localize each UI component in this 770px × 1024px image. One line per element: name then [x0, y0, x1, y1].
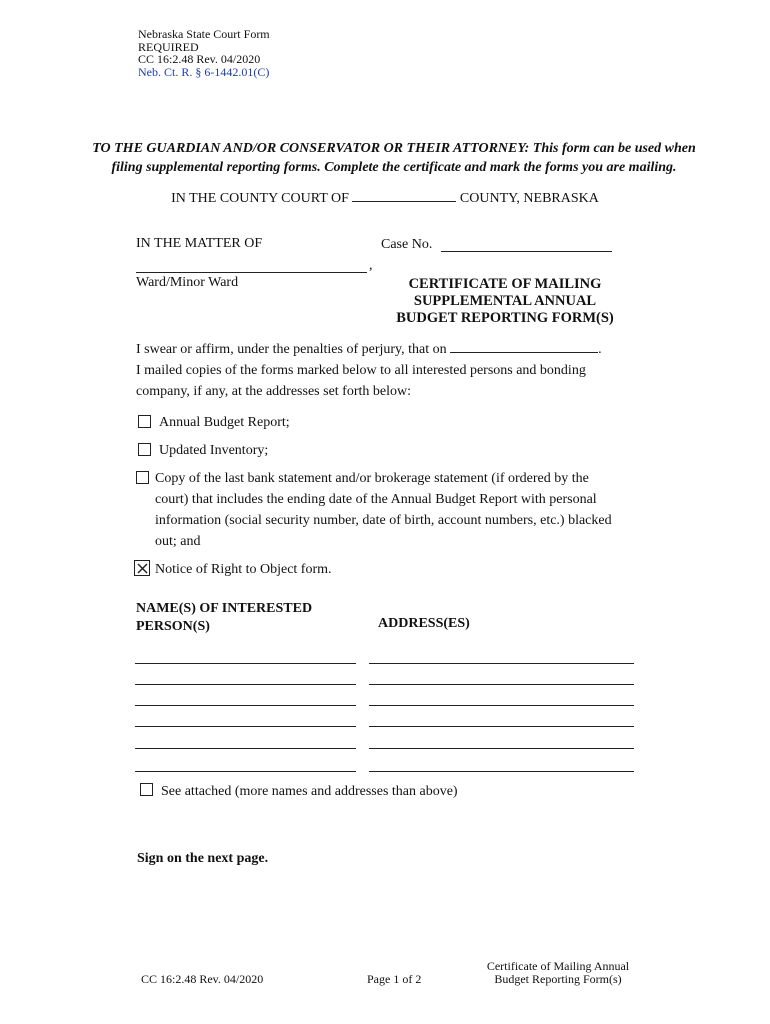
checkmark-x-icon — [137, 563, 148, 574]
form-checkbox[interactable] — [136, 471, 149, 484]
rule-reference: Neb. Ct. R. § 6-1442.01(C) — [138, 64, 270, 79]
names-header-line-1: NAME(S) OF INTERESTED — [136, 601, 313, 616]
statement-period: . — [598, 342, 602, 357]
address-entry-line[interactable] — [369, 684, 634, 685]
form-checkbox-label — [159, 440, 639, 461]
name-entry-line[interactable] — [135, 705, 356, 706]
instruction-line-2: filing supplemental reporting forms. Complete the certificate and mark the forms you are mailing. — [111, 160, 677, 175]
name-entry-line[interactable] — [135, 771, 356, 772]
instruction-line-1: TO THE GUARDIAN AND/OR CONSERVATOR OR THEIR ATTORNEY: This form can be used when — [92, 141, 696, 156]
see-attached-checkbox[interactable] — [140, 783, 153, 796]
statement-line-2: I mailed copies of the forms marked below to all interested persons and bonding — [136, 363, 586, 378]
form-checkbox[interactable] — [138, 415, 151, 428]
title-line-1: CERTIFICATE OF MAILING — [408, 276, 602, 292]
footer-form-number: CC 16:2.48 Rev. 04/2020 — [141, 972, 264, 986]
name-entry-line[interactable] — [135, 726, 356, 727]
name-entry-line[interactable] — [135, 663, 356, 664]
footer-form-title — [474, 960, 642, 986]
checkbox-label-line: Copy of the last bank statement and/or brokerage statement (if ordered by the — [155, 471, 589, 486]
checkbox-label-line: Annual Budget Report; — [159, 415, 290, 430]
title-line-2: SUPPLEMENTAL ANNUAL — [413, 293, 597, 309]
court-prefix: IN THE COUNTY COURT OF — [171, 191, 349, 206]
court-line — [60, 187, 710, 207]
statement-line-1: I swear or affirm, under the penalties of perjury, that on — [136, 342, 447, 357]
footer-page-number: Page 1 of 2 — [367, 972, 422, 986]
title-line-3: BUDGET REPORTING FORM(S) — [396, 310, 614, 326]
form-header — [138, 28, 270, 78]
required-label: REQUIRED — [138, 39, 199, 54]
checkbox-label-line: out; and — [155, 534, 201, 549]
statement — [136, 338, 646, 402]
name-entry-line[interactable] — [135, 748, 356, 749]
footer-title-line-1: Certificate of Mailing Annual — [486, 959, 630, 973]
statement-line-3: company, if any, at the addresses set forth below: — [136, 384, 411, 399]
footer-title-line-2: Budget Reporting Form(s) — [494, 972, 622, 986]
form-number: CC 16:2.48 Rev. 04/2020 — [138, 52, 261, 66]
addresses-column-header: ADDRESS(ES) — [378, 616, 470, 631]
certificate-title — [360, 276, 650, 327]
checkbox-label-line: information (social security number, date of birth, account numbers, etc.) blacked — [155, 513, 612, 528]
sign-note: Sign on the next page. — [137, 851, 269, 866]
names-column-header — [136, 600, 312, 636]
ward-name-field[interactable] — [136, 272, 367, 273]
address-entry-line[interactable] — [369, 705, 634, 706]
county-field[interactable] — [352, 187, 456, 202]
name-entry-line[interactable] — [135, 684, 356, 685]
case-number-label: Case No. — [381, 237, 433, 252]
mailing-date-field[interactable] — [450, 338, 598, 353]
checkbox-label-line: Updated Inventory; — [159, 443, 269, 458]
ward-label: Ward/Minor Ward — [136, 275, 239, 290]
matter-label: IN THE MATTER OF — [136, 236, 263, 251]
see-attached-label: See attached (more names and addresses than above) — [161, 784, 458, 799]
address-entry-line[interactable] — [369, 726, 634, 727]
caption-comma: , — [369, 258, 373, 273]
form-checkbox[interactable] — [134, 560, 150, 576]
case-number-field[interactable] — [441, 251, 612, 252]
address-entry-line[interactable] — [369, 748, 634, 749]
instruction — [40, 139, 748, 177]
form-checkbox-label — [159, 412, 639, 433]
court-suffix: COUNTY, NEBRASKA — [459, 191, 599, 206]
form-checkbox[interactable] — [138, 443, 151, 456]
checkbox-label-line: court) that includes the ending date of the Annual Budget Report with personal — [155, 492, 597, 507]
form-checkbox-label — [155, 559, 635, 580]
checkbox-label-line: Notice of Right to Object form. — [155, 562, 332, 577]
form-checkbox-label — [155, 468, 635, 552]
address-entry-line[interactable] — [369, 771, 634, 772]
form-name: Nebraska State Court Form — [138, 27, 270, 41]
address-entry-line[interactable] — [369, 663, 634, 664]
names-header-line-2: PERSON(S) — [136, 619, 210, 634]
